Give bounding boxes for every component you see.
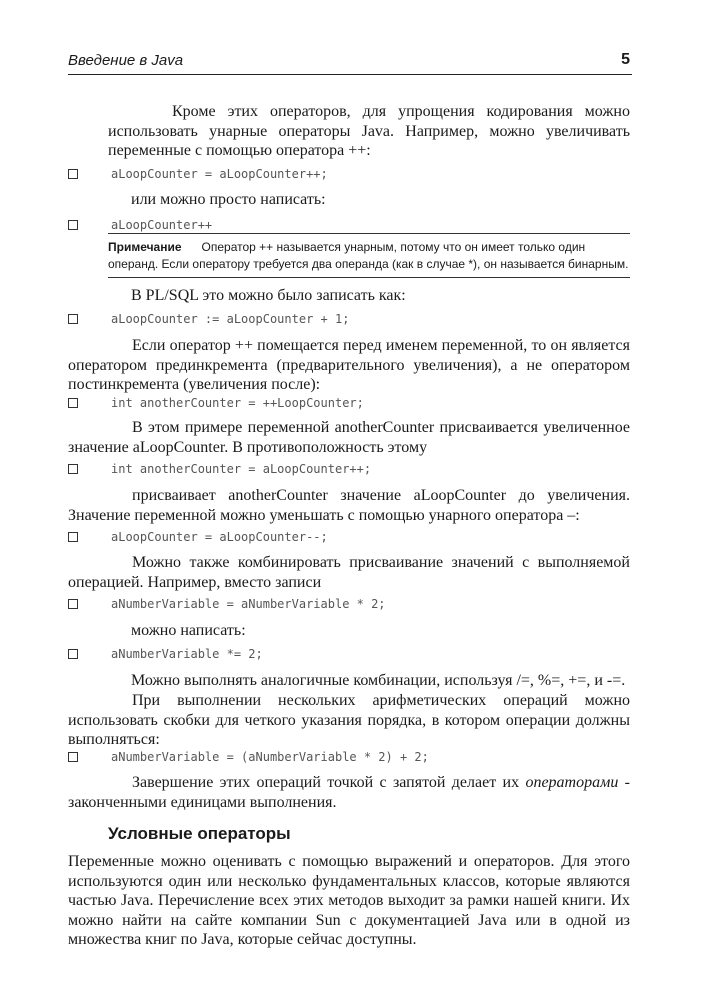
checkbox-bullet-icon xyxy=(68,464,78,474)
code-text: aLoopCounter = aLoopCounter--; xyxy=(111,530,328,544)
code-text: aLoopCounter := aLoopCounter + 1; xyxy=(111,312,350,326)
code-text: int anotherCounter = ++LoopCounter; xyxy=(111,396,364,410)
page-number: 5 xyxy=(621,51,630,68)
paragraph-assigns: присваивает anotherCounter значение aLoopCounter до увеличения. Значение переменной можно уменьшать с помощью унарного оператора –: xyxy=(68,487,630,524)
conclusion-start: Завершение этих операций точкой с запятой делает их xyxy=(132,774,526,791)
checkbox-bullet-icon xyxy=(68,398,78,408)
conclusion-end: - законченными единицами выполнения. xyxy=(68,774,630,811)
paragraph-example: В этом примере переменной anotherCounter присваивается увеличенное значение aLoopCounter. В противоположность этому xyxy=(68,419,630,456)
running-head xyxy=(68,50,632,75)
code-text: int anotherCounter = aLoopCounter++; xyxy=(111,462,372,476)
paragraph-preincrement: Если оператор ++ помещается перед именем переменной, то он является оператором прединкремента (предварительного увеличения), а не оператором постинкремента (увеличения после): xyxy=(68,337,630,393)
running-title: Введение в Java xyxy=(68,52,184,69)
checkbox-bullet-icon xyxy=(68,649,78,659)
section-heading: Условные операторы xyxy=(108,824,291,843)
code-text: aNumberVariable = aNumberVariable * 2; xyxy=(111,597,386,611)
code-text: aNumberVariable *= 2; xyxy=(111,647,263,661)
checkbox-bullet-icon xyxy=(68,314,78,324)
paragraph-parentheses: При выполнении нескольких арифметических операций можно использовать скобки для четкого указания порядка, в котором операции должны выполняться: xyxy=(68,692,630,748)
code-text: aNumberVariable = (aNumberVariable * 2) + 2; xyxy=(111,750,429,764)
paragraph-conditional-intro: Переменные можно оценивать с помощью выражений и операторов. Для этого используются один или несколько фундаментальных классов, которые являются частью Java. Перечисление всех этих методов выходит за рамки нашей книги. Их можно найти на сайте компании Sun с документацией Java или в одной из множества книг по Java, которые сейчас доступны. xyxy=(68,853,630,948)
paragraph-combinations: Можно выполнять аналогичные комбинации, используя /=, %=, +=, и -=. xyxy=(131,672,626,689)
note-box xyxy=(108,233,630,278)
checkbox-bullet-icon xyxy=(68,220,78,230)
paragraph-intro: Кроме этих операторов, для упрощения кодирования можно использовать унарные операторы Java. Например, можно увеличивать переменные с помощью оператора ++: xyxy=(108,103,630,159)
checkbox-bullet-icon xyxy=(68,599,78,609)
checkbox-bullet-icon xyxy=(68,532,78,542)
paragraph-combine: Можно также комбинировать присваивание значений с выполняемой операцией. Например, вместо записи xyxy=(68,554,630,591)
checkbox-bullet-icon xyxy=(68,169,78,179)
paragraph-alt: или можно просто написать: xyxy=(131,191,326,208)
note-text: Оператор ++ называется унарным, потому что он имеет только один операнд. Если оператору требуется два операнда (как в случае *), он называется бинарным. xyxy=(108,240,629,271)
paragraph-plsql: В PL/SQL это можно было записать как: xyxy=(131,287,406,304)
code-text: aLoopCounter = aLoopCounter++; xyxy=(111,167,328,181)
paragraph-write: можно написать: xyxy=(131,622,246,639)
paragraph-conclusion xyxy=(68,773,630,812)
note-label: Примечание xyxy=(108,240,182,254)
checkbox-bullet-icon xyxy=(68,752,78,762)
code-text: aLoopCounter++ xyxy=(111,218,213,232)
conclusion-emphasis: операторами xyxy=(525,774,619,791)
